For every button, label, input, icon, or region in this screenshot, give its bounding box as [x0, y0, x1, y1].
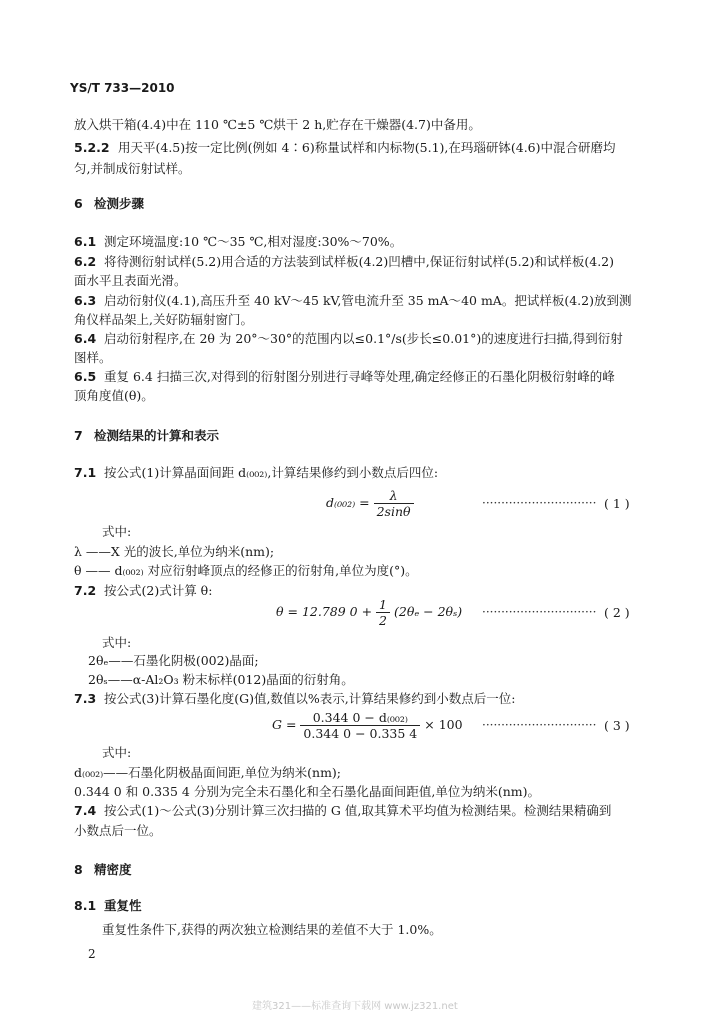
clause-text: 启动衍射仪(4.1),高压升至 40 kV～45 kV,管电流升至 35 mA～40 mA。把试样板(4.2)放到测 [104, 293, 632, 308]
definition-3-1: d₍₀₀₂₎——石墨化阴极晶面间距,单位为纳米(nm); [74, 765, 342, 780]
clause-text: 面水平且表面光滑。 [74, 273, 187, 288]
clause-7-2-text: 按公式(2)式计算 θ: [104, 583, 213, 598]
equation-2-fraction [376, 597, 390, 628]
equation-1-lhs: d₍₀₀₂₎ = [326, 495, 370, 510]
watermark: 建筑321——标准查询下载网 www.jz321.net [252, 1001, 458, 1012]
equation-3-rhs: × 100 [424, 717, 463, 732]
clause-7-4-line1: 按公式(1)～公式(3)分别计算三次扫描的 G 值,取其算术平均值为检测结果。检测结果精确到 [104, 803, 612, 818]
clause-text: 重复 6.4 扫描三次,对得到的衍射图分别进行寻峰等处理,确定经修正的石墨化阴极衍射峰的峰 [104, 369, 615, 384]
equation-1-number: ( 1 ) [604, 496, 630, 511]
equation-3-denominator: 0.344 0 − 0.335 4 [303, 726, 418, 741]
clause-number: 6.4 [74, 331, 97, 346]
equation-2-denominator: 2 [379, 613, 387, 628]
clause-number-7-4: 7.4 [74, 803, 97, 818]
clause-number-7-2: 7.2 [74, 583, 97, 598]
section-8-number: 8 [74, 862, 83, 877]
repeatability-text: 重复性条件下,获得的两次独立检测结果的差值不大于 1.0%。 [102, 922, 442, 937]
clause-text: 角仪样品架上,关好防辐射窗门。 [74, 312, 253, 327]
clause-number-7-1: 7.1 [74, 465, 97, 480]
equation-2-leader: ······························ [482, 605, 597, 619]
clause-text: 顶角度值(θ)。 [74, 388, 154, 403]
equation-3-leader: ······························ [482, 718, 597, 732]
section-7-number: 7 [74, 428, 83, 443]
clause-number: 6.2 [74, 254, 97, 269]
where-label-3: 式中: [102, 745, 132, 760]
clause-text: 图样。 [74, 350, 112, 365]
equation-1-fraction [374, 488, 414, 519]
clause-number-7-3: 7.3 [74, 691, 97, 706]
page-number: 2 [88, 947, 96, 961]
document-code: YS/T 733—2010 [70, 81, 175, 95]
equation-3-numerator: 0.344 0 − d₍₀₀₂₎ [300, 710, 420, 726]
clause-5-2-2-line2: 匀,并制成衍射试样。 [74, 161, 191, 176]
clause-5-2-2-line1: 用天平(4.5)按一定比例(例如 4∶6)称量试样和内标物(5.1),在玛瑙研钵(4.6)中混合研磨均 [118, 140, 616, 155]
clause-text: 启动衍射程序,在 2θ 为 20°～30°的范围内以≤0.1°/s(步长≤0.01°)的速度进行扫描,得到衍射 [104, 331, 623, 346]
equation-2-numerator: 1 [376, 597, 390, 613]
equation-2 [276, 597, 462, 628]
clause-number: 6.3 [74, 293, 97, 308]
equation-3-fraction [300, 710, 420, 741]
clause-8-1-title: 重复性 [104, 898, 142, 913]
equation-2-number: ( 2 ) [604, 605, 630, 620]
clause-number: 6.5 [74, 369, 97, 384]
equation-1-leader: ······························ [482, 496, 597, 510]
section-6-title: 检测步骤 [94, 196, 145, 211]
section-6-number: 6 [74, 196, 83, 211]
section-7-title: 检测结果的计算和表示 [94, 428, 220, 443]
equation-3 [272, 710, 463, 741]
equation-1 [326, 488, 414, 519]
equation-1-numerator: λ [374, 488, 414, 504]
definition-3-2: 0.344 0 和 0.335 4 分别为完全未石墨化和全石墨化晶面间距值,单位为纳米(nm)。 [74, 784, 540, 799]
clause-number-5-2-2: 5.2.2 [74, 140, 110, 155]
definition-2-1: 2θₑ——石墨化阴极(002)晶面; [88, 653, 259, 668]
definition-2-2: 2θₛ——α-Al₂O₃ 粉末标样(012)晶面的衍射角。 [88, 672, 354, 687]
where-label-1: 式中: [102, 524, 132, 539]
equation-2-rhs: (2θₑ − 2θₛ) [393, 604, 463, 619]
definition-1-1: λ ——X 光的波长,单位为纳米(nm); [74, 544, 275, 559]
definition-1-2: θ —— d₍₀₀₂₎ 对应衍射峰顶点的经修正的衍射角,单位为度(°)。 [74, 563, 418, 578]
clause-7-1-text: 按公式(1)计算晶面间距 d₍₀₀₂₎,计算结果修约到小数点后四位: [104, 465, 439, 480]
equation-1-denominator: 2sinθ [376, 504, 411, 519]
section-8-title: 精密度 [94, 862, 132, 877]
equation-3-lhs: G = [272, 717, 297, 732]
equation-3-number: ( 3 ) [604, 718, 630, 733]
clause-text: 将待测衍射试样(5.2)用合适的方法装到试样板(4.2)凹槽中,保证衍射试样(5.2)和试样板(4.2) [104, 254, 615, 269]
paragraph-continuation: 放入烘干箱(4.4)中在 110 ℃±5 ℃烘干 2 h,贮存在干燥器(4.7)中备用。 [74, 117, 481, 132]
clause-7-4-line2: 小数点后一位。 [74, 823, 162, 838]
clause-7-3-text: 按公式(3)计算石墨化度(G)值,数值以%表示,计算结果修约到小数点后一位: [104, 691, 516, 706]
where-label-2: 式中: [102, 635, 132, 650]
clause-text: 测定环境温度:10 ℃～35 ℃,相对湿度:30%～70%。 [104, 234, 403, 249]
clause-number: 6.1 [74, 234, 97, 249]
clause-number-8-1: 8.1 [74, 898, 97, 913]
equation-2-lhs: θ = 12.789 0 + [276, 604, 373, 619]
